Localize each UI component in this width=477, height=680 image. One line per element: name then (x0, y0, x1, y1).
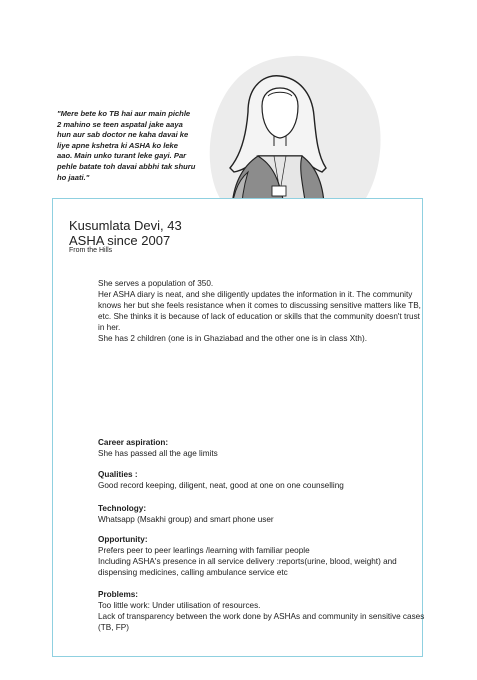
section-body: She has passed all the age limits (98, 449, 218, 458)
section-career-aspiration (98, 437, 428, 459)
origin-label: From the Hills (69, 247, 113, 254)
asha-since: ASHA since 2007 (69, 233, 171, 248)
bio-line: Her ASHA diary is neat, and she diligently updates the information in it. The community knows her but she feels resistance when it comes to discussing sensitive matters like TB, etc. She thinks it is because of lack of education or skills that the community doesn't trust in her. (98, 289, 421, 332)
section-body: Prefers peer to peer learlings /learning with familiar people Including ASHA's presence in all service delivery :reports(urine, blood, weight) and dispensing medicines, calling ambulance service etc (98, 546, 397, 577)
section-heading: Career aspiration: (98, 438, 169, 447)
section-qualities (98, 469, 428, 491)
section-technology (98, 503, 428, 525)
section-body: Whatsapp (Msakhi group) and smart phone user (98, 515, 274, 524)
person-name: Kusumlata Devi, 43 (69, 218, 182, 233)
bio-line: She serves a population of 350. (98, 279, 214, 288)
section-problems (98, 589, 428, 633)
section-heading: Technology: (98, 504, 147, 513)
section-heading: Qualities : (98, 470, 138, 479)
bio-text (98, 279, 428, 344)
section-opportunity (98, 534, 428, 578)
section-heading: Opportunity: (98, 535, 148, 544)
testimonial-quote: "Mere bete ko TB hai aur main pichle 2 mahino se teen aspatal jake aaya hun aur sab doctor ne kaha davai ke liye apne kshetra ki ASHA ko leke aao. Main unko turant leke gayi. Par pehle batate toh davai abbhi tak shuru ho jaati." (57, 109, 196, 182)
section-body: Good record keeping, diligent, neat, good at one on one counselling (98, 481, 344, 490)
section-heading: Problems: (98, 590, 139, 599)
bio-line: She has 2 children (one is in Ghaziabad and the other one is in class Xth). (98, 333, 367, 343)
section-body: Too little work: Under utilisation of resources. Lack of transparency between the work done by ASHAs and community in sensitive cases (TB, FP) (98, 601, 425, 632)
